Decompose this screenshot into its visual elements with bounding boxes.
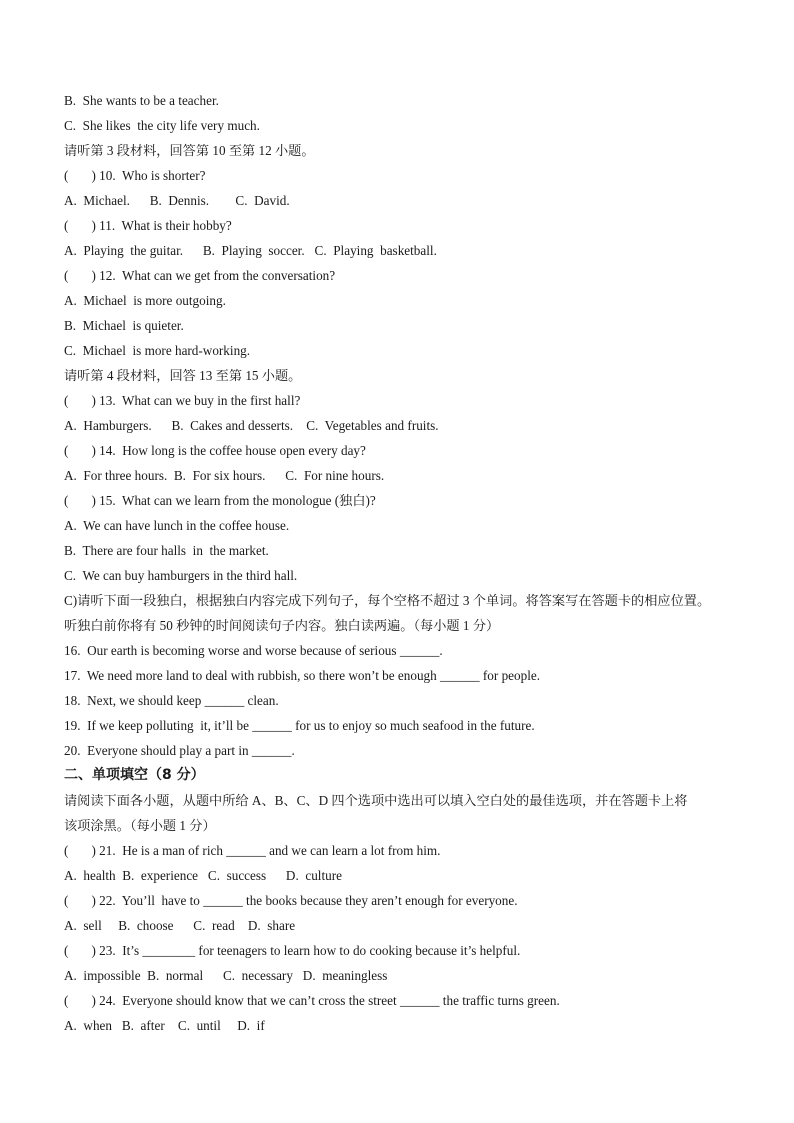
question-line: ( ) 21. He is a man of rich ______ and we can learn a lot from him. [64, 843, 441, 858]
option-line: A. impossible B. normal C. necessary D. meaningless [64, 968, 388, 983]
option-line: C. Michael is more hard-working. [64, 343, 251, 358]
fill-blank-question: 18. Next, we should keep ______ clean. [64, 693, 279, 708]
option-line: B. She wants to be a teacher. [64, 93, 219, 108]
section-heading: 二、单项填空（8 分） [64, 767, 205, 783]
listening-instruction: 请听第 3 段材料，回答第 10 至第 12 小题。 [64, 143, 315, 158]
question-line: ( ) 11. What is their hobby? [64, 218, 232, 233]
option-line: A. when B. after C. until D. if [64, 1018, 265, 1033]
option-line: B. Michael is quieter. [64, 318, 184, 333]
option-line: A. health B. experience C. success D. culture [64, 868, 342, 883]
question-line: ( ) 23. It’s ________ for teenagers to learn how to do cooking because it’s helpful. [64, 943, 521, 958]
option-line: A. Michael. B. Dennis. C. David. [64, 193, 290, 208]
question-line: ( ) 22. You’ll have to ______ the books because they aren’t enough for everyone. [64, 893, 518, 908]
option-line: A. sell B. choose C. read D. share [64, 918, 296, 933]
section-instruction: 请阅读下面各小题，从题中所给 A、B、C、D 四个选项中选出可以填入空白处的最佳选项，并在答题卡上将 [64, 793, 688, 808]
question-line: ( ) 15. What can we learn from the monologue (独白)? [64, 493, 376, 508]
question-line: ( ) 24. Everyone should know that we can’t cross the street ______ the traffic turns green. [64, 993, 560, 1008]
listening-instruction: 请听第 4 段材料，回答 13 至第 15 小题。 [64, 368, 302, 383]
fill-blank-question: 16. Our earth is becoming worse and worse because of serious ______. [64, 643, 443, 658]
option-line: A. Hamburgers. B. Cakes and desserts. C. Vegetables and fruits. [64, 418, 439, 433]
section-instruction: 该项涂黑。（每小题 1 分） [64, 818, 216, 833]
question-line: ( ) 14. How long is the coffee house open every day? [64, 443, 366, 458]
option-line: A. Playing the guitar. B. Playing soccer. C. Playing basketball. [64, 243, 437, 258]
option-line: A. Michael is more outgoing. [64, 293, 226, 308]
fill-blank-question: 20. Everyone should play a part in ______. [64, 743, 295, 758]
option-line: A. For three hours. B. For six hours. C. For nine hours. [64, 468, 385, 483]
question-line: ( ) 12. What can we get from the conversation? [64, 268, 336, 283]
fill-blank-question: 17. We need more land to deal with rubbish, so there won’t be enough ______ for people. [64, 668, 541, 683]
question-line: ( ) 10. Who is shorter? [64, 168, 206, 183]
option-line: B. There are four halls in the market. [64, 543, 269, 558]
option-line: C. She likes the city life very much. [64, 118, 260, 133]
option-line: A. We can have lunch in the coffee house. [64, 518, 290, 533]
question-line: ( ) 13. What can we buy in the first hall? [64, 393, 301, 408]
section-c-instruction: C)请听下面一段独白，根据独白内容完成下列句子，每个空格不超过 3 个单词。将答案写在答题卡的相应位置。 [64, 593, 711, 608]
fill-blank-question: 19. If we keep polluting it, it’ll be ______ for us to enjoy so much seafood in the future. [64, 718, 535, 733]
document-page [64, 88, 744, 1038]
section-c-instruction: 听独白前你将有 50 秒钟的时间阅读句子内容。独白读两遍。（每小题 1 分） [64, 618, 500, 633]
option-line: C. We can buy hamburgers in the third hall. [64, 568, 298, 583]
